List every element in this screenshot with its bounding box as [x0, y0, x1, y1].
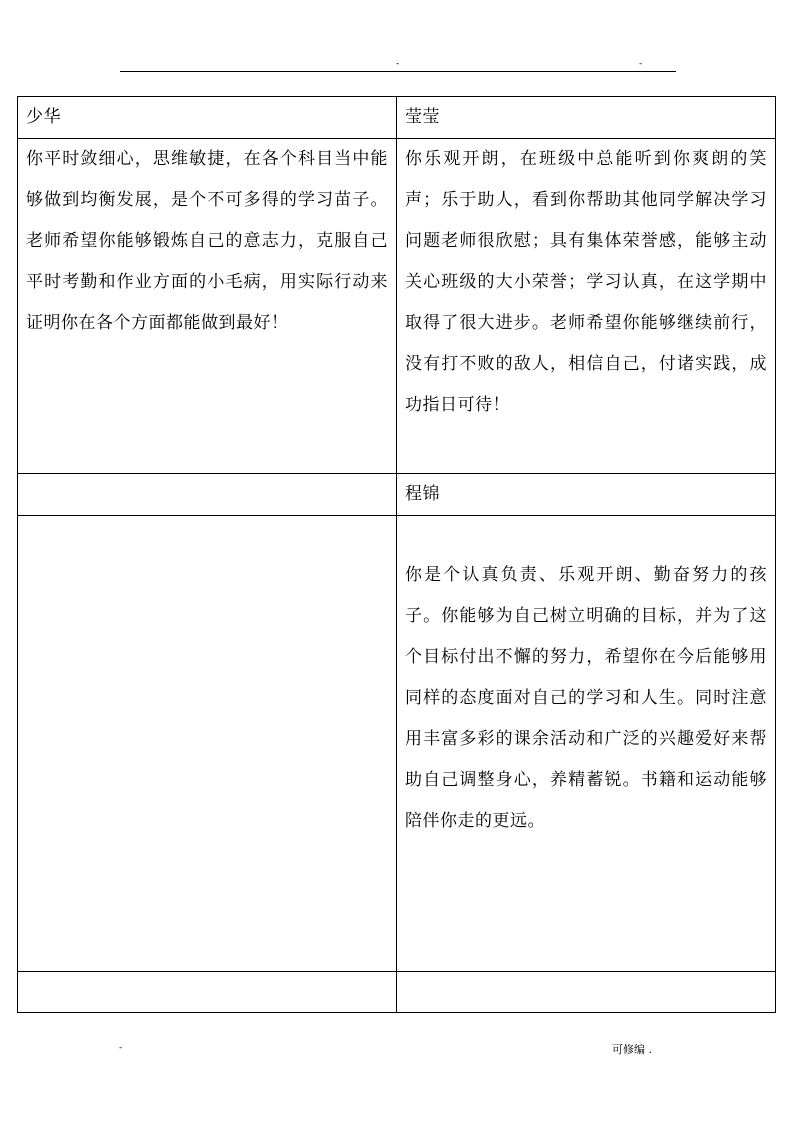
table-row	[18, 97, 776, 139]
comment-text: 你平时敛细心，思维敏捷，在各个科目当中能够做到均衡发展，是个不可多得的学习苗子。老师希望你能够锻炼自己的意志力，克服自己平时考勤和作业方面的小毛病，用实际行动来证明你在各个方面都能做到最好！	[26, 149, 388, 333]
footer-mark: -	[119, 1043, 123, 1053]
comment-cell	[397, 516, 776, 972]
table-row	[18, 139, 776, 474]
comment-cell	[18, 516, 397, 972]
header-rule	[120, 71, 676, 72]
header-mark-right: -	[639, 59, 643, 69]
student-name-cell: 莹莹	[397, 97, 776, 139]
comment-cell	[18, 139, 397, 474]
comment-text: 你乐观开朗，在班级中总能听到你爽朗的笑声；乐于助人，看到你帮助其他同学解决学习问题老师很欣慰；具有集体荣誉感，能够主动关心班级的大小荣誉；学习认真，在这学期中取得了很大进步。老师希望你能够继续前行，没有打不败的敌人，相信自己，付诸实践，成功指日可待！	[405, 149, 767, 415]
student-name-cell	[397, 972, 776, 1013]
student-name-cell	[18, 474, 397, 516]
footer-editable-note: 可修编 .	[612, 1043, 652, 1056]
student-name-cell: 程锦	[397, 474, 776, 516]
table-row	[18, 474, 776, 516]
comment-cell	[397, 139, 776, 474]
student-name-cell	[18, 972, 397, 1013]
table-row	[18, 516, 776, 972]
table-row	[18, 972, 776, 1013]
header-mark-left: -	[396, 59, 400, 69]
comments-table	[17, 96, 776, 1013]
comment-text: 你是个认真负责、乐观开朗、勤奋努力的孩子。你能够为自己树立明确的目标，并为了这个目标付出不懈的努力，希望你在今后能够用同样的态度面对自己的学习和人生。同时注意用丰富多彩的课余活动和广泛的兴趣爱好来帮助自己调整身心，养精蓄锐。书籍和运动能够陪伴你走的更远。	[405, 565, 767, 831]
student-name-cell: 少华	[18, 97, 397, 139]
